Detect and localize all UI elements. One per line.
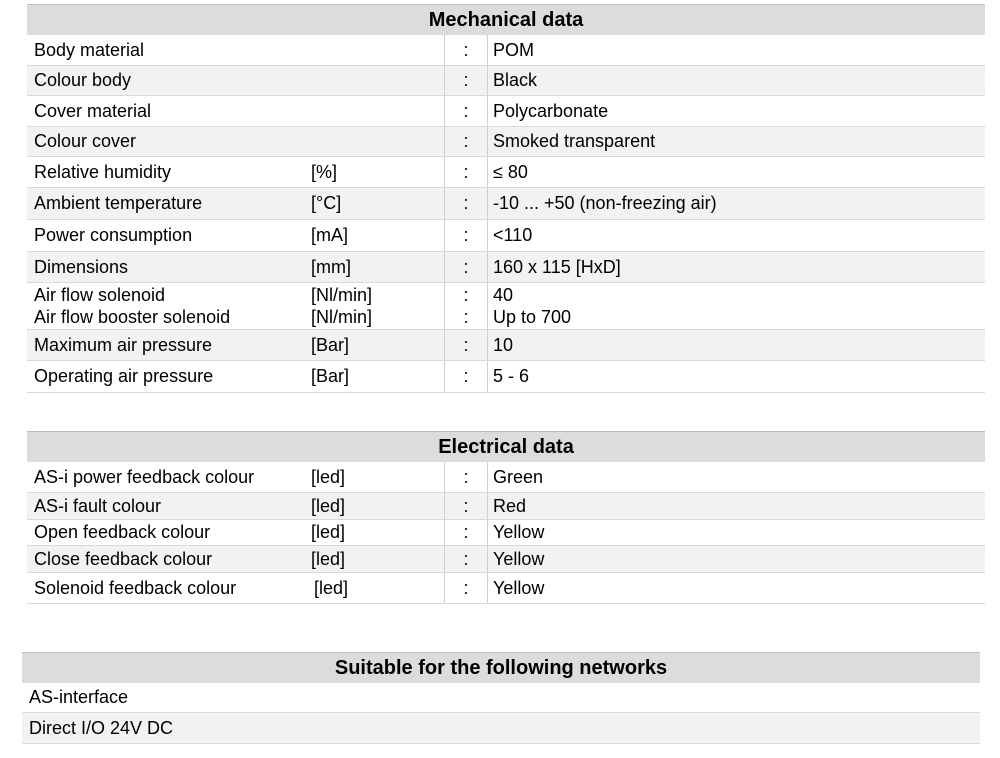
row-value: 5 - 6 [493, 366, 530, 386]
row-label: Body material [34, 39, 145, 60]
row-value: POM [493, 39, 535, 60]
row-separator: : [444, 520, 488, 545]
list-item: Direct I/O 24V DC [22, 713, 980, 744]
row-value: 160 x 115 [HxD] [493, 256, 621, 277]
row-separator: : [444, 96, 488, 126]
row-value: Yellow [493, 548, 545, 569]
row-separator: : [463, 307, 469, 327]
row-value: Green [493, 466, 544, 487]
row-value: Yellow [493, 577, 545, 598]
row-value: Up to 700 [493, 307, 572, 327]
row-separator: : [463, 285, 469, 305]
row-value: Smoked transparent [493, 131, 656, 151]
row-label: AS-i power feedback colour [34, 466, 255, 487]
row-value: <110 [493, 225, 533, 245]
row-label: Ambient temperature [34, 193, 203, 213]
row-unit: [led] [311, 495, 346, 516]
row-separator: : [444, 127, 488, 156]
row-separator: : [444, 462, 488, 492]
row-label: Solenoid feedback colour [34, 577, 237, 598]
row-separator: : [444, 220, 488, 251]
table-row [27, 66, 985, 96]
row-separator: : [444, 35, 488, 65]
table-row [27, 127, 985, 157]
row-unit [311, 66, 441, 95]
row-unit: [led] [311, 548, 346, 569]
row-label: Open feedback colour [34, 522, 211, 542]
row-value: Yellow [493, 522, 545, 542]
table-row [27, 96, 985, 127]
row-separator: : [444, 157, 488, 187]
row-unit [311, 127, 441, 156]
mechanical-data-heading: Mechanical data [27, 4, 985, 35]
row-value: 40 [493, 285, 514, 305]
row-value: Black [493, 70, 538, 90]
row-separator: : [444, 573, 488, 603]
row-unit: [led] [311, 466, 346, 487]
row-label: Dimensions [34, 256, 129, 277]
row-label: Colour body [34, 70, 132, 90]
table-row [27, 35, 985, 66]
mechanical-data-table [27, 4, 985, 393]
table-row [27, 252, 985, 283]
row-label: Close feedback colour [34, 548, 213, 569]
table-row [27, 493, 985, 520]
row-unit: [mA] [311, 225, 349, 245]
row-separator: : [444, 493, 488, 519]
row-unit: [Nl/min] [311, 307, 373, 327]
networks-heading: Suitable for the following networks [22, 652, 980, 683]
row-separator: : [444, 361, 488, 392]
row-label: AS-i fault colour [34, 495, 162, 516]
table-row [27, 573, 985, 604]
row-value: -10 ... +50 (non-freezing air) [493, 193, 717, 213]
table-row [27, 546, 985, 573]
table-row [27, 462, 985, 493]
row-unit [311, 96, 441, 126]
row-separator: : [444, 252, 488, 282]
row-value: Red [493, 495, 527, 516]
electrical-data-table [27, 431, 985, 604]
row-unit: [Nl/min] [311, 285, 373, 305]
row-separator: : [444, 188, 488, 219]
table-row [27, 157, 985, 188]
table-row [27, 188, 985, 220]
row-label: Power consumption [34, 225, 193, 245]
table-row [27, 330, 985, 361]
row-label: Relative humidity [34, 161, 172, 182]
row-label: Cover material [34, 100, 152, 121]
row-unit: [Bar] [311, 334, 350, 355]
row-unit: [%] [311, 161, 338, 182]
table-row [27, 283, 985, 330]
row-unit: [led] [311, 522, 346, 542]
row-separator: : [444, 546, 488, 572]
table-row [27, 220, 985, 252]
row-value: Polycarbonate [493, 100, 609, 121]
row-unit: [mm] [311, 256, 351, 277]
row-separator: : [444, 330, 488, 360]
row-unit: [Bar] [311, 366, 350, 386]
row-label: Air flow solenoid [34, 285, 166, 305]
row-unit: [°C] [311, 193, 342, 213]
row-unit: [led] [314, 577, 349, 598]
row-label: Air flow booster solenoid [34, 307, 231, 327]
row-unit [311, 35, 441, 65]
table-row [27, 361, 985, 393]
table-row [27, 520, 985, 546]
row-label: Colour cover [34, 131, 137, 151]
networks-table [22, 652, 980, 744]
electrical-data-heading: Electrical data [27, 431, 985, 462]
row-value: ≤ 80 [493, 161, 528, 182]
row-label: Operating air pressure [34, 366, 214, 386]
list-item: AS-interface [22, 683, 980, 713]
row-separator: : [444, 66, 488, 95]
row-label: Maximum air pressure [34, 334, 213, 355]
row-value: 10 [493, 334, 514, 355]
